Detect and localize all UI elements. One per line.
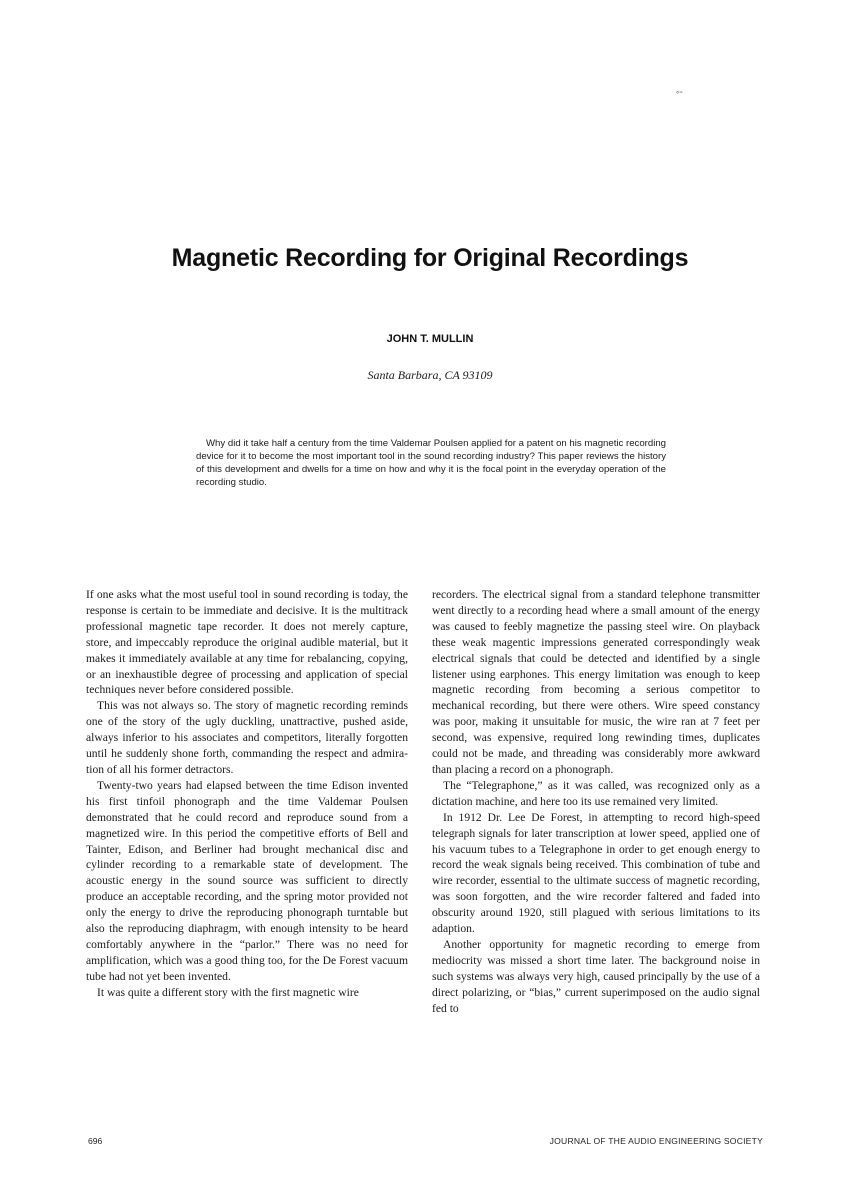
author-affiliation: Santa Barbara, CA 93109 [367,368,493,382]
body-column-right [432,587,760,1016]
paragraph: It was quite a different story with the first magnetic wire [97,985,359,999]
paragraph: This was not always so. The story of magnetic recording reminds one of the story of the ugly duckling, unattractive, pushed aside, always inferior to his associates and competitors, literally forgotten until he suddenly shone forth, commanding the respect and admiration of all his former detractors. [86,699,408,776]
stray-print-mark: °‘ʻ [676,90,683,99]
paragraph: The “Telegraphone,” as it was called, was recognized only as a dictation machine, and here too its use remained very limited. [432,778,760,808]
paragraph: If one asks what the most useful tool in sound recording is today, the response is certain to be immediate and decisive. It is the multitrack professional magnetic tape recorder. It does not merely capture, store, and impeccably reproduce the original audible material, but it makes it immediately available at any time for rebalancing, copying, or an inexhaustible degree of processing and application of special techniques never before considered possible. [86,588,408,697]
author-name: JOHN T. MULLIN [386,333,474,345]
journal-name: JOURNAL OF THE AUDIO ENGINEERING SOCIETY [549,1136,763,1146]
body-column-left [86,587,408,1001]
paragraph: In 1912 Dr. Lee De Forest, in attempting to record high-speed telegraph signals for later transcription at lower speed, applied one of his vacuum tubes to a Telegraphone in order to get enough energy to record the weak signals being received. This combination of tube and wire recorder, essential to the ultimate success of magnetic recording, was soon forgotten, and the wire recorder faltered and faded into obscurity around 1920, still plagued with serious limitations to its adaption. [432,810,760,936]
paragraph: Twenty-two years had elapsed between the time Edison invented his first tinfoil phonograph and the time Valdemar Poulsen demonstrated that he could record and reproduce sound from a magnetized wire. In this period the competitive efforts of Bell and Tainter, Edison, and Berliner had brought mechanical disc and cylinder recording to a remarkable state of development. The acoustic energy in the sound source was sufficient to directly produce an acceptable recording, and the spring motor provided not only the energy to drive the reproducing phonograph turntable but also the reproducing diaphragm, with enough intensity to be heard comfortably anywhere in the “parlor.” There was no need for amplification, which was a good thing too, for the De Forest vacuum tube had not yet been invented. [86,778,408,983]
paper-title: Magnetic Recording for Original Recordings [171,244,689,272]
paragraph: Another opportunity for magnetic recording to emerge from mediocrity was missed a short time later. The background noise in such systems was always very high, caused principally by the use of a direct polarizing, or “bias,” current superimposed on the audio signal fed to [432,937,760,1015]
page-number: 696 [88,1136,103,1146]
paragraph: recorders. The electrical signal from a standard telephone transmitter went directly to a recording head where a small amount of the energy was caused to feebly magnetize the passing steel wire. On playback these weak magentic impressions generated correspondingly weak electrical signals that could be detected and identified by a single listener using earphones. This energy limitation was enough to keep magnetic recording from becoming a serious competitor to mechanical recording, but there were others. Wire speed constancy was poor, making it unsuitable for music, the wire ran at 7 feet per second, was expensive, required long rewinding times, duplicates could not be made, and threading was considerably more awkward than placing a record on a phonograph. [432,588,760,776]
abstract: Why did it take half a century from the time Valdemar Poulsen applied for a patent on his magnetic recording device for it to become the most important tool in the sound recording industry? This paper reviews the history of this development and dwells for a time on how and why it is the focal point in the everyday operation of the recording studio. [196,438,666,488]
